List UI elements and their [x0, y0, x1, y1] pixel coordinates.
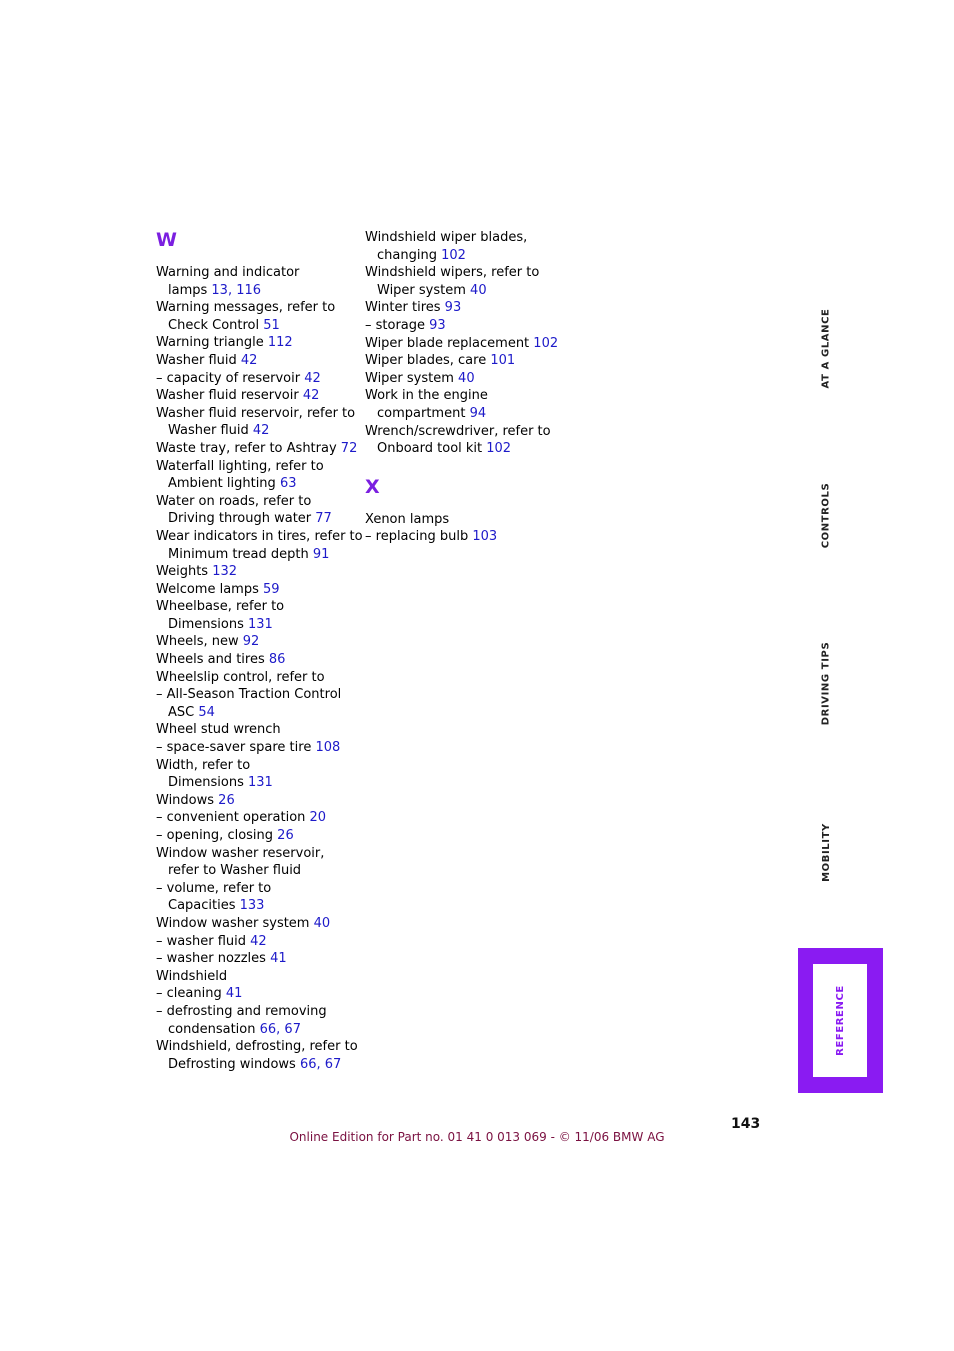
- page-ref-link[interactable]: 102: [441, 247, 466, 263]
- index-entry: [156, 792, 356, 810]
- page-ref-link[interactable]: 41: [225, 986, 243, 1002]
- page-ref-link[interactable]: 54: [198, 704, 215, 720]
- page-ref-link[interactable]: 103: [472, 529, 498, 545]
- page-ref-link[interactable]: 67: [284, 1021, 301, 1037]
- index-entry-text: Winter tires: [365, 300, 445, 316]
- index-entry-text: Washer fluid reservoir: [156, 388, 303, 404]
- page-ref-link[interactable]: 51: [263, 317, 280, 333]
- footer-text: Online Edition for Part no. 01 41 0 013 069 - © 11/06 BMW AG: [289, 1130, 665, 1144]
- index-entry: [156, 704, 356, 722]
- index-entry-text: Wrench/screwdriver, refer to: [365, 423, 551, 439]
- index-entry: [156, 563, 356, 581]
- index-entry-text: Washer fluid: [156, 352, 241, 368]
- index-entry-text: Wheels and tires: [156, 652, 269, 668]
- index-entry: [365, 264, 565, 282]
- index-entry-text: – replacing bulb: [365, 529, 473, 545]
- index-entry: [156, 809, 356, 827]
- index-entry: [156, 264, 356, 282]
- page-ref-link[interactable]: 42: [302, 388, 320, 404]
- index-entry-text: Warning triangle: [156, 335, 268, 351]
- index-entry: [365, 352, 565, 370]
- page-ref-link[interactable]: 102: [533, 335, 559, 351]
- section-tab-driving-tips[interactable]: [806, 640, 846, 726]
- index-entry-text: Defrosting windows: [168, 1056, 300, 1072]
- section-tab-label: AT A GLANCE: [820, 308, 832, 388]
- page-ref-link[interactable]: 63: [279, 476, 297, 492]
- index-entry: [365, 317, 565, 335]
- index-entry-text: – washer nozzles: [156, 951, 271, 967]
- section-tab-label: CONTROLS: [820, 482, 832, 548]
- page-ref-link[interactable]: 77: [315, 511, 332, 527]
- index-entry: [156, 581, 356, 599]
- index-entry-text: Wiper blade replacement: [365, 335, 534, 351]
- index-entry-text: – defrosting and removing: [156, 1003, 327, 1019]
- page-ref-link[interactable]: 13: [211, 282, 228, 298]
- index-entry: [156, 598, 356, 616]
- page-ref-link[interactable]: 41: [270, 951, 287, 967]
- index-entry-text: Xenon lamps: [365, 511, 450, 527]
- index-entry: [156, 968, 356, 986]
- index-entry: [156, 933, 356, 951]
- index-entry-text: compartment: [377, 405, 470, 421]
- page-ref-link[interactable]: 20: [309, 810, 327, 826]
- index-entry-text: Windshield wiper blades,: [365, 230, 528, 245]
- index-entry-text: Weights: [156, 564, 213, 580]
- index-entry-text: Wheelslip control, refer to: [156, 669, 325, 685]
- index-entry: [365, 440, 565, 458]
- index-entry: [365, 335, 565, 353]
- index-letter-heading: W: [156, 229, 177, 251]
- index-entry: [156, 510, 356, 528]
- index-entry: [156, 334, 356, 352]
- index-entry: [156, 985, 356, 1003]
- section-tab-reference-active[interactable]: [798, 948, 883, 1093]
- page-ref-link[interactable]: 133: [239, 898, 265, 914]
- index-column-left: [156, 229, 363, 1073]
- index-entry: [156, 475, 356, 493]
- page-ref-link[interactable]: 108: [315, 740, 341, 756]
- index-entry-text: – storage: [365, 317, 430, 333]
- index-entry: [156, 616, 356, 634]
- index-entry: [156, 897, 356, 915]
- page-ref-link[interactable]: 42: [252, 423, 270, 439]
- page-ref-link[interactable]: 93: [444, 300, 462, 316]
- page-ref-link[interactable]: 66: [299, 1056, 317, 1072]
- index-entry-text: – capacity of reservoir: [156, 370, 305, 386]
- page-ref-link[interactable]: 67: [324, 1056, 342, 1072]
- index-entry-text: condensation: [168, 1021, 260, 1037]
- index-entry: [156, 282, 356, 300]
- page-ref-link[interactable]: 42: [304, 370, 321, 386]
- page-ref-link[interactable]: 94: [469, 405, 487, 421]
- page-ref-separator: ,: [316, 1056, 325, 1072]
- index-entry: [156, 827, 356, 845]
- index-column-right: [365, 229, 565, 546]
- index-entry-text: Windows: [156, 792, 219, 808]
- index-entry: [365, 511, 565, 529]
- index-entry-text: Warning messages, refer to: [156, 300, 336, 316]
- index-entry-text: Warning and indicator: [156, 265, 300, 280]
- page-ref-link[interactable]: 91: [312, 546, 330, 562]
- page-ref-link[interactable]: 26: [277, 828, 294, 843]
- page-number: 143: [731, 1116, 761, 1132]
- index-entry: [156, 915, 356, 933]
- page-ref-link[interactable]: 59: [263, 581, 280, 597]
- index-entry: [365, 370, 565, 388]
- index-entry-text: Work in the engine: [365, 388, 488, 404]
- index-entry: [365, 229, 565, 247]
- index-entry: [156, 405, 356, 423]
- page-ref-link[interactable]: 40: [458, 370, 475, 386]
- index-entry-text: Wheelbase, refer to: [156, 599, 285, 615]
- page-ref-link[interactable]: 102: [486, 441, 512, 457]
- index-entry: [156, 370, 356, 388]
- index-entry: [156, 739, 356, 757]
- index-entry-text: Driving through water: [168, 511, 316, 527]
- index-entry: [156, 757, 356, 775]
- page-ref-link[interactable]: 131: [248, 616, 273, 632]
- index-entry-text: – opening, closing: [156, 828, 278, 843]
- index-entry-text: Dimensions: [168, 775, 249, 791]
- index-entry-text: Dimensions: [168, 616, 249, 632]
- index-entry: [365, 282, 565, 300]
- page-ref-link[interactable]: 93: [429, 317, 446, 333]
- index-entry: [156, 422, 356, 440]
- index-entry-text: Capacities: [168, 898, 240, 914]
- index-entry-text: – space-saver spare tire: [156, 740, 316, 756]
- index-letter-heading: X: [365, 475, 380, 498]
- index-entry-text: – All-Season Traction Control: [156, 687, 342, 703]
- index-entry-text: Check Control: [168, 317, 264, 333]
- index-entry: [156, 774, 356, 792]
- page-ref-link[interactable]: 66: [259, 1021, 277, 1037]
- index-entry-text: – washer fluid: [156, 933, 251, 949]
- index-entry: [156, 1056, 356, 1074]
- index-entry-text: Welcome lamps: [156, 581, 263, 597]
- page-ref-link[interactable]: 116: [236, 282, 262, 298]
- index-entry: [156, 493, 356, 511]
- page-ref-separator: ,: [227, 282, 237, 298]
- page-ref-link[interactable]: 92: [242, 634, 260, 650]
- index-entry-text: lamps: [168, 282, 212, 298]
- index-entry: [156, 669, 356, 687]
- index-entry-text: – volume, refer to: [156, 880, 272, 896]
- index-entry: [156, 1038, 356, 1056]
- index-entry-text: Wiper blades, care: [365, 353, 491, 369]
- index-entry: [156, 458, 356, 476]
- index-entry-text: Wiper system: [365, 370, 459, 386]
- page-ref-separator: ,: [276, 1021, 285, 1037]
- index-entry-text: Width, refer to: [156, 757, 251, 773]
- index-entry-text: Onboard tool kit: [377, 441, 487, 457]
- index-entry-text: changing: [377, 247, 442, 263]
- section-tab-mobility[interactable]: [806, 820, 846, 884]
- index-entry: [156, 862, 356, 880]
- index-entry-text: refer to Washer fluid: [168, 863, 302, 879]
- index-entry-text: ASC: [168, 704, 199, 720]
- index-entry: [365, 423, 565, 441]
- index-entry: [156, 317, 356, 335]
- index-entry-text: Window washer system: [156, 915, 314, 931]
- page-ref-link[interactable]: 42: [250, 933, 267, 949]
- index-entry: [156, 880, 356, 898]
- section-tab-reference-inner: [813, 964, 867, 1077]
- index-entry: [156, 299, 356, 317]
- index-entry: [156, 633, 356, 651]
- page-ref-link[interactable]: 72: [340, 440, 358, 456]
- index-entry-text: Wear indicators in tires, refer to: [156, 528, 363, 544]
- index-entry: [365, 387, 565, 405]
- index-entry: [365, 405, 565, 423]
- section-tab-label: DRIVING TIPS: [820, 641, 832, 725]
- index-entry-text: – convenient operation: [156, 810, 310, 826]
- index-entry-text: Minimum tread depth: [168, 546, 313, 562]
- index-entry: [156, 528, 363, 546]
- page-ref-link[interactable]: 86: [268, 652, 286, 668]
- index-entry: [156, 845, 356, 863]
- page-ref-link[interactable]: 42: [240, 352, 258, 368]
- index-entry-text: Wheel stud wrench: [156, 722, 281, 738]
- index-entry: [365, 299, 565, 317]
- index-entry-text: – cleaning: [156, 986, 226, 1002]
- index-entry-text: Water on roads, refer to: [156, 493, 312, 509]
- index-entry-text: Wheels, new: [156, 634, 243, 650]
- section-tab-label: REFERENCE: [834, 985, 846, 1056]
- index-entry: [156, 1003, 356, 1021]
- index-entry: [156, 651, 356, 669]
- index-entry-text: Window washer reservoir,: [156, 845, 325, 861]
- section-tab-label: MOBILITY: [820, 822, 832, 882]
- index-entry: [156, 352, 356, 370]
- index-entry: [365, 528, 565, 546]
- index-entry-text: Windshield wipers, refer to: [365, 265, 540, 281]
- index-entry-text: Washer fluid: [168, 423, 253, 439]
- index-entry: [156, 721, 356, 739]
- index-entry: [156, 686, 356, 704]
- page-ref-link[interactable]: 132: [212, 564, 238, 580]
- index-entry: [156, 1021, 356, 1039]
- index-entry: [156, 387, 356, 405]
- index-entry-text: Ambient lighting: [168, 476, 280, 492]
- page-ref-link[interactable]: 131: [248, 775, 273, 791]
- page-ref-link[interactable]: 112: [267, 335, 293, 351]
- index-entry-text: Windshield, defrosting, refer to: [156, 1039, 358, 1055]
- page-ref-link[interactable]: 101: [490, 353, 516, 369]
- index-entry: [365, 247, 565, 265]
- page-ref-link[interactable]: 40: [313, 915, 331, 931]
- page-ref-link[interactable]: 26: [218, 792, 235, 808]
- index-entry-text: Windshield: [156, 968, 228, 984]
- index-entry: [156, 440, 356, 458]
- section-tab-at-a-glance[interactable]: [806, 308, 846, 388]
- page-ref-link[interactable]: 40: [470, 282, 487, 298]
- index-entry: [156, 950, 356, 968]
- index-entry-text: Waterfall lighting, refer to: [156, 458, 324, 474]
- index-entry-text: Waste tray, refer to Ashtray: [156, 440, 341, 456]
- index-entry-text: Washer fluid reservoir, refer to: [156, 405, 356, 421]
- section-tab-controls[interactable]: [806, 480, 846, 550]
- index-entry: [156, 546, 356, 564]
- index-entry-text: Wiper system: [377, 282, 471, 298]
